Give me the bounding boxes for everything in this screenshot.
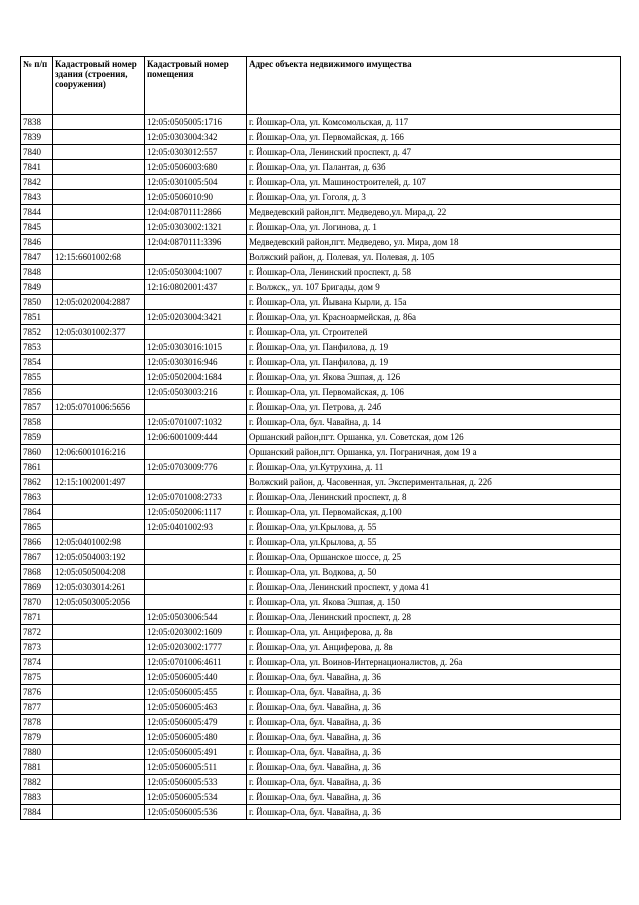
cell-row-number: 7843 — [21, 190, 53, 205]
cell-property-address: г. Йошкар-Ола, ул. Петрова, д. 24б — [247, 400, 621, 415]
cell-room-cadastral-number: 12:04:0870111:3396 — [145, 235, 247, 250]
cell-row-number: 7857 — [21, 400, 53, 415]
cell-building-cadastral-number — [53, 625, 145, 640]
cell-building-cadastral-number — [53, 310, 145, 325]
table-row — [21, 760, 621, 775]
cell-row-number: 7882 — [21, 775, 53, 790]
cell-building-cadastral-number — [53, 115, 145, 130]
cell-row-number: 7849 — [21, 280, 53, 295]
cell-building-cadastral-number — [53, 370, 145, 385]
table-row — [21, 550, 621, 565]
cell-building-cadastral-number — [53, 340, 145, 355]
cell-building-cadastral-number: 12:05:0504003:192 — [53, 550, 145, 565]
table-row — [21, 220, 621, 235]
table-row — [21, 340, 621, 355]
header-row — [21, 57, 621, 115]
cell-building-cadastral-number — [53, 760, 145, 775]
table-row — [21, 460, 621, 475]
cell-building-cadastral-number: 12:05:0505004:208 — [53, 565, 145, 580]
cell-room-cadastral-number: 12:05:0203002:1777 — [145, 640, 247, 655]
cell-row-number: 7865 — [21, 520, 53, 535]
table-row — [21, 145, 621, 160]
table-row — [21, 430, 621, 445]
cell-row-number: 7861 — [21, 460, 53, 475]
table-row — [21, 385, 621, 400]
cell-property-address: г. Йошкар-Ола, бул. Чавайна, д. 36 — [247, 790, 621, 805]
table-row — [21, 415, 621, 430]
table-row — [21, 790, 621, 805]
cell-room-cadastral-number: 12:05:0203002:1609 — [145, 625, 247, 640]
cell-building-cadastral-number — [53, 715, 145, 730]
cell-property-address: г. Йошкар-Ола, ул. Красноармейская, д. 86а — [247, 310, 621, 325]
cell-room-cadastral-number: 12:05:0203004:3421 — [145, 310, 247, 325]
cell-row-number: 7876 — [21, 685, 53, 700]
table-body — [21, 115, 621, 820]
cadastral-table — [20, 56, 621, 820]
cell-building-cadastral-number — [53, 130, 145, 145]
cell-property-address: Медведевский район,пгт. Медведево,ул. Мира,д. 22 — [247, 205, 621, 220]
cell-building-cadastral-number — [53, 415, 145, 430]
cell-room-cadastral-number — [145, 475, 247, 490]
cell-room-cadastral-number: 12:05:0303002:1321 — [145, 220, 247, 235]
cell-room-cadastral-number: 12:05:0506005:440 — [145, 670, 247, 685]
cell-property-address: г. Йошкар-Ола, ул. Панфилова, д. 19 — [247, 340, 621, 355]
cell-building-cadastral-number — [53, 175, 145, 190]
cell-building-cadastral-number — [53, 280, 145, 295]
cell-building-cadastral-number — [53, 460, 145, 475]
table-row — [21, 160, 621, 175]
cell-property-address: г. Йошкар-Ола, ул. Якова Эшпая, д. 126 — [247, 370, 621, 385]
cell-building-cadastral-number: 12:05:0503005:2056 — [53, 595, 145, 610]
cell-property-address: г. Йошкар-Ола, ул. Комсомольская, д. 117 — [247, 115, 621, 130]
cell-room-cadastral-number: 12:05:0506005:534 — [145, 790, 247, 805]
cell-row-number: 7862 — [21, 475, 53, 490]
cell-property-address: г. Йошкар-Ола, бул. Чавайна, д. 36 — [247, 700, 621, 715]
table-header — [21, 57, 621, 115]
table-row — [21, 310, 621, 325]
table-row — [21, 685, 621, 700]
table-row — [21, 535, 621, 550]
cell-row-number: 7869 — [21, 580, 53, 595]
cell-property-address: г. Йошкар-Ола, ул. Первомайская, д. 166 — [247, 130, 621, 145]
table-row — [21, 670, 621, 685]
cell-row-number: 7846 — [21, 235, 53, 250]
cell-property-address: г. Йошкар-Ола, ул. Палантая, д. 63б — [247, 160, 621, 175]
cell-property-address: г. Йошкар-Ола, бул. Чавайна, д. 36 — [247, 715, 621, 730]
table-row — [21, 490, 621, 505]
cell-room-cadastral-number: 12:05:0506005:533 — [145, 775, 247, 790]
cell-room-cadastral-number: 12:06:6001009:444 — [145, 430, 247, 445]
table-row — [21, 610, 621, 625]
table-row — [21, 400, 621, 415]
cell-building-cadastral-number — [53, 610, 145, 625]
cell-row-number: 7868 — [21, 565, 53, 580]
table-row — [21, 130, 621, 145]
table-row — [21, 640, 621, 655]
cell-building-cadastral-number — [53, 355, 145, 370]
cell-room-cadastral-number: 12:05:0506005:455 — [145, 685, 247, 700]
cell-room-cadastral-number: 12:05:0506010:90 — [145, 190, 247, 205]
cell-row-number: 7884 — [21, 805, 53, 820]
cell-row-number: 7877 — [21, 700, 53, 715]
table-row — [21, 775, 621, 790]
cell-property-address: г. Йошкар-Ола, Ленинский проспект, д. 8 — [247, 490, 621, 505]
cell-property-address: г. Йошкар-Ола, бул. Чавайна, д. 36 — [247, 730, 621, 745]
cell-building-cadastral-number — [53, 670, 145, 685]
cell-building-cadastral-number — [53, 655, 145, 670]
cell-room-cadastral-number: 12:05:0401002:93 — [145, 520, 247, 535]
cell-building-cadastral-number — [53, 520, 145, 535]
cell-row-number: 7855 — [21, 370, 53, 385]
cell-row-number: 7878 — [21, 715, 53, 730]
cell-room-cadastral-number: 12:05:0701008:2733 — [145, 490, 247, 505]
cell-building-cadastral-number — [53, 235, 145, 250]
cell-building-cadastral-number: 12:15:6601002:68 — [53, 250, 145, 265]
cell-building-cadastral-number — [53, 805, 145, 820]
cell-building-cadastral-number — [53, 430, 145, 445]
cell-building-cadastral-number — [53, 160, 145, 175]
cell-property-address: г. Йошкар-Ола, Ленинский проспект, у дома 41 — [247, 580, 621, 595]
cell-building-cadastral-number — [53, 775, 145, 790]
cell-room-cadastral-number: 12:05:0506005:480 — [145, 730, 247, 745]
cell-room-cadastral-number — [145, 535, 247, 550]
cell-room-cadastral-number: 12:05:0303004:342 — [145, 130, 247, 145]
cell-row-number: 7856 — [21, 385, 53, 400]
header-row-number: № п/п — [21, 57, 53, 115]
cell-room-cadastral-number: 12:05:0506005:479 — [145, 715, 247, 730]
cell-property-address: Оршанский район,пгт. Оршанка, ул. Советская, дом 126 — [247, 430, 621, 445]
cell-room-cadastral-number — [145, 400, 247, 415]
cell-building-cadastral-number — [53, 505, 145, 520]
table-row — [21, 730, 621, 745]
cell-building-cadastral-number: 12:05:0303014:261 — [53, 580, 145, 595]
cell-row-number: 7851 — [21, 310, 53, 325]
cell-row-number: 7859 — [21, 430, 53, 445]
cell-property-address: г. Йошкар-Ола, ул.Крылова, д. 55 — [247, 535, 621, 550]
cell-row-number: 7850 — [21, 295, 53, 310]
cell-building-cadastral-number — [53, 205, 145, 220]
cell-building-cadastral-number: 12:05:0202004:2887 — [53, 295, 145, 310]
table-row — [21, 715, 621, 730]
table-row — [21, 580, 621, 595]
cell-building-cadastral-number — [53, 685, 145, 700]
cell-property-address: г. Йошкар-Ола, бул. Чавайна, д. 36 — [247, 670, 621, 685]
cell-row-number: 7841 — [21, 160, 53, 175]
cell-room-cadastral-number — [145, 250, 247, 265]
table-row — [21, 700, 621, 715]
cell-property-address: г. Йошкар-Ола, ул. Панфилова, д. 19 — [247, 355, 621, 370]
cell-row-number: 7872 — [21, 625, 53, 640]
cell-room-cadastral-number: 12:05:0701006:4611 — [145, 655, 247, 670]
cell-row-number: 7848 — [21, 265, 53, 280]
cell-building-cadastral-number — [53, 265, 145, 280]
cell-row-number: 7847 — [21, 250, 53, 265]
cell-room-cadastral-number — [145, 580, 247, 595]
table-row — [21, 235, 621, 250]
cell-property-address: Волжский район, д. Полевая, ул. Полевая, д. 105 — [247, 250, 621, 265]
cell-property-address: г. Йошкар-Ола, ул. Машиностроителей, д. 107 — [247, 175, 621, 190]
cell-row-number: 7875 — [21, 670, 53, 685]
cell-row-number: 7871 — [21, 610, 53, 625]
cell-row-number: 7881 — [21, 760, 53, 775]
cell-room-cadastral-number: 12:05:0506003:680 — [145, 160, 247, 175]
cell-room-cadastral-number: 12:05:0506005:536 — [145, 805, 247, 820]
cell-building-cadastral-number — [53, 790, 145, 805]
cell-building-cadastral-number — [53, 640, 145, 655]
header-property-address: Адрес объекта недвижимого имущества — [247, 57, 621, 115]
table-row — [21, 370, 621, 385]
table-row — [21, 655, 621, 670]
cell-property-address: г. Йошкар-Ола, ул. Логинова, д. 1 — [247, 220, 621, 235]
cell-room-cadastral-number: 12:05:0303016:946 — [145, 355, 247, 370]
cell-building-cadastral-number: 12:06:6001016:216 — [53, 445, 145, 460]
cell-property-address: г. Йошкар-Ола, бул. Чавайна, д. 14 — [247, 415, 621, 430]
cell-property-address: г. Йошкар-Ола, ул. Якова Эшпая, д. 150 — [247, 595, 621, 610]
table-row — [21, 520, 621, 535]
cell-property-address: г. Йошкар-Ола, ул. Анциферова, д. 8в — [247, 640, 621, 655]
cell-property-address: г. Йошкар-Ола, бул. Чавайна, д. 36 — [247, 685, 621, 700]
table-row — [21, 115, 621, 130]
cell-row-number: 7852 — [21, 325, 53, 340]
cell-building-cadastral-number — [53, 385, 145, 400]
cell-room-cadastral-number: 12:05:0505005:1716 — [145, 115, 247, 130]
table-row — [21, 475, 621, 490]
cell-room-cadastral-number: 12:05:0506005:511 — [145, 760, 247, 775]
cell-building-cadastral-number: 12:05:0401002:98 — [53, 535, 145, 550]
cell-room-cadastral-number: 12:05:0503003:216 — [145, 385, 247, 400]
cell-property-address: Оршанский район,пгт. Оршанка, ул. Пограничная, дом 19 а — [247, 445, 621, 460]
table-row — [21, 190, 621, 205]
cell-building-cadastral-number — [53, 145, 145, 160]
cell-row-number: 7867 — [21, 550, 53, 565]
cell-property-address: Медведевский район,пгт. Медведево, ул. Мира, дом 18 — [247, 235, 621, 250]
cell-room-cadastral-number: 12:16:0802001:437 — [145, 280, 247, 295]
header-room-cadastral-number: Кадастровый номер помещения — [145, 57, 247, 115]
cell-row-number: 7838 — [21, 115, 53, 130]
cell-property-address: г. Йошкар-Ола, Ленинский проспект, д. 28 — [247, 610, 621, 625]
cell-room-cadastral-number — [145, 445, 247, 460]
cell-room-cadastral-number: 12:05:0703009:776 — [145, 460, 247, 475]
cell-row-number: 7844 — [21, 205, 53, 220]
cell-room-cadastral-number: 12:05:0701007:1032 — [145, 415, 247, 430]
cell-room-cadastral-number: 12:05:0301005:504 — [145, 175, 247, 190]
cell-property-address: г. Йошкар-Ола, ул. Анциферова, д. 8в — [247, 625, 621, 640]
table-row — [21, 625, 621, 640]
cell-property-address: г. Йошкар-Ола, ул.Кутрухина, д. 11 — [247, 460, 621, 475]
table-row — [21, 805, 621, 820]
cell-building-cadastral-number — [53, 490, 145, 505]
header-building-cadastral-number: Кадастровый номер здания (строения, сооружения) — [53, 57, 145, 115]
cell-row-number: 7883 — [21, 790, 53, 805]
table-row — [21, 250, 621, 265]
table-row — [21, 355, 621, 370]
table-row — [21, 565, 621, 580]
cell-row-number: 7879 — [21, 730, 53, 745]
cell-property-address: г. Волжск,, ул. 107 Бригады, дом 9 — [247, 280, 621, 295]
cell-property-address: г. Йошкар-Ола, Оршанское шоссе, д. 25 — [247, 550, 621, 565]
cell-building-cadastral-number — [53, 745, 145, 760]
table-row — [21, 445, 621, 460]
cell-property-address: г. Йошкар-Ола, Ленинский проспект, д. 58 — [247, 265, 621, 280]
cell-room-cadastral-number: 12:05:0503004:1007 — [145, 265, 247, 280]
cell-property-address: г. Йошкар-Ола, ул. Гоголя, д. 3 — [247, 190, 621, 205]
cell-building-cadastral-number — [53, 700, 145, 715]
cell-room-cadastral-number: 12:05:0303016:1015 — [145, 340, 247, 355]
table-row — [21, 505, 621, 520]
cell-building-cadastral-number: 12:15:1002001:497 — [53, 475, 145, 490]
cell-row-number: 7873 — [21, 640, 53, 655]
cell-row-number: 7870 — [21, 595, 53, 610]
cell-building-cadastral-number — [53, 190, 145, 205]
cell-room-cadastral-number: 12:05:0502006:1117 — [145, 505, 247, 520]
cell-property-address: г. Йошкар-Ола, бул. Чавайна, д. 36 — [247, 745, 621, 760]
cell-room-cadastral-number — [145, 595, 247, 610]
cell-property-address: г. Йошкар-Ола, ул. Первомайская, д.100 — [247, 505, 621, 520]
cell-row-number: 7874 — [21, 655, 53, 670]
cell-row-number: 7866 — [21, 535, 53, 550]
cell-row-number: 7863 — [21, 490, 53, 505]
cell-room-cadastral-number — [145, 325, 247, 340]
cell-property-address: г. Йошкар-Ола, ул. Строителей — [247, 325, 621, 340]
cell-property-address: Волжский район, д. Часовенная, ул. Экспериментальная, д. 22б — [247, 475, 621, 490]
cell-row-number: 7880 — [21, 745, 53, 760]
cell-room-cadastral-number: 12:05:0303012:557 — [145, 145, 247, 160]
cell-property-address: г. Йошкар-Ола, ул. Водкова, д. 50 — [247, 565, 621, 580]
table-row — [21, 745, 621, 760]
cell-property-address: г. Йошкар-Ола, ул. Воинов-Интернационалистов, д. 26а — [247, 655, 621, 670]
cell-property-address: г. Йошкар-Ола, бул. Чавайна, д. 36 — [247, 760, 621, 775]
cell-row-number: 7842 — [21, 175, 53, 190]
cell-property-address: г. Йошкар-Ола, ул. Йывана Кырли, д. 15а — [247, 295, 621, 310]
table-row — [21, 295, 621, 310]
cell-property-address: г. Йошкар-Ола, ул. Первомайская, д. 106 — [247, 385, 621, 400]
cell-room-cadastral-number: 12:05:0506005:463 — [145, 700, 247, 715]
table-row — [21, 205, 621, 220]
cell-row-number: 7854 — [21, 355, 53, 370]
cell-room-cadastral-number — [145, 550, 247, 565]
cell-row-number: 7839 — [21, 130, 53, 145]
cell-room-cadastral-number — [145, 565, 247, 580]
cell-room-cadastral-number — [145, 295, 247, 310]
cell-row-number: 7860 — [21, 445, 53, 460]
cell-property-address: г. Йошкар-Ола, бул. Чавайна, д. 36 — [247, 775, 621, 790]
cell-row-number: 7840 — [21, 145, 53, 160]
cell-row-number: 7864 — [21, 505, 53, 520]
cell-room-cadastral-number: 12:05:0506005:491 — [145, 745, 247, 760]
cell-building-cadastral-number: 12:05:0701006:5656 — [53, 400, 145, 415]
cell-row-number: 7858 — [21, 415, 53, 430]
cell-building-cadastral-number — [53, 730, 145, 745]
cell-row-number: 7853 — [21, 340, 53, 355]
table-row — [21, 325, 621, 340]
table-row — [21, 280, 621, 295]
table-row — [21, 595, 621, 610]
cell-room-cadastral-number: 12:05:0503006:544 — [145, 610, 247, 625]
cell-room-cadastral-number: 12:04:0870111:2866 — [145, 205, 247, 220]
cell-room-cadastral-number: 12:05:0502004:1684 — [145, 370, 247, 385]
table-row — [21, 265, 621, 280]
cell-building-cadastral-number — [53, 220, 145, 235]
cell-building-cadastral-number: 12:05:0301002:377 — [53, 325, 145, 340]
cell-property-address: г. Йошкар-Ола, бул. Чавайна, д. 36 — [247, 805, 621, 820]
cell-row-number: 7845 — [21, 220, 53, 235]
table-row — [21, 175, 621, 190]
cell-property-address: г. Йошкар-Ола, ул.Крылова, д. 55 — [247, 520, 621, 535]
cell-property-address: г. Йошкар-Ола, Ленинский проспект, д. 47 — [247, 145, 621, 160]
